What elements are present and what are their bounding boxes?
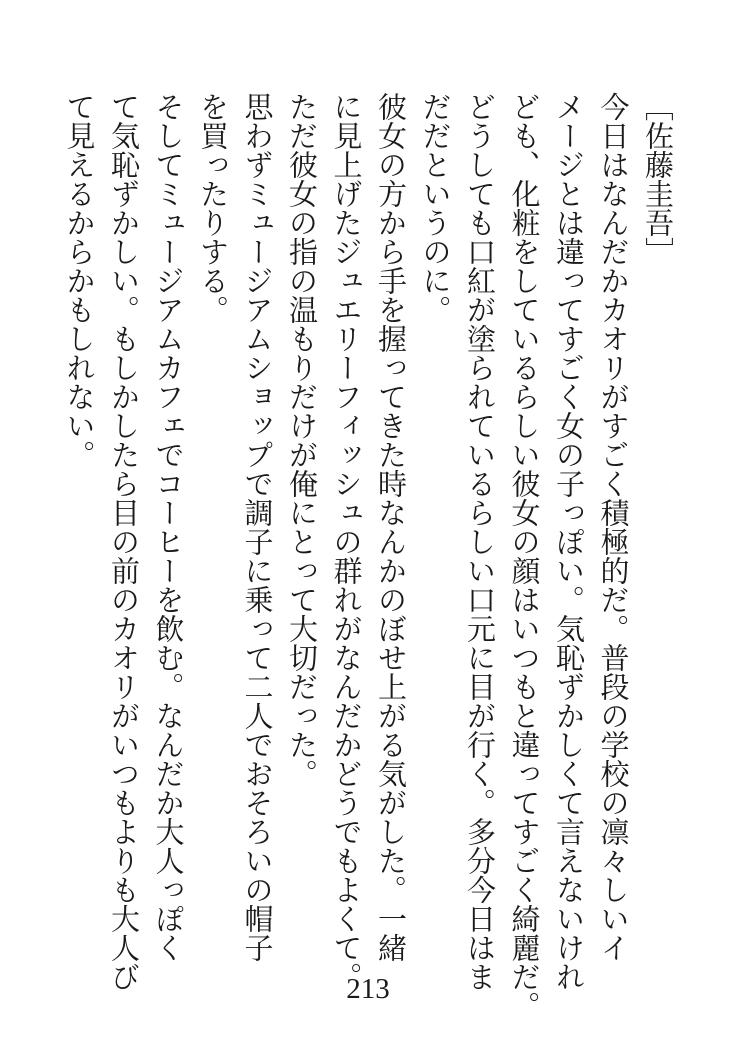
page-number: 213 <box>346 973 390 1005</box>
text-line: ただ彼女の指の温もりだけが俺にとって大切だった。 <box>285 92 319 788</box>
text-line: て見えるからかもしれない。 <box>62 92 97 469</box>
text-line: どうしても口紅が塗られているらしい口元に目が行く。多分今日はま <box>463 92 497 991</box>
text-line: だだというのに。 <box>418 92 453 324</box>
text-line: て気恥ずかしい。もしかしたら目の前のカオリがいつもよりも大人び <box>107 92 141 991</box>
text-line: メージとは違ってすごく女の子っぽい。気恥ずかしくて言えないけれ <box>552 92 586 991</box>
text-line: を買ったりする。 <box>196 92 230 324</box>
text-line: ども、化粧をしているらしい彼女の顔はいつもと違ってすごく綺麗だ。 <box>507 92 542 1020</box>
text-line: に見上げたジュエリーフィッシュの群れがなんだかどうでもよくて。 <box>329 92 364 991</box>
text-line: 彼女の方から手を握ってきた時なんかのぼせ上がる気がした。一緒 <box>374 92 408 962</box>
text-line: 今日はなんだかカオリがすごく積極的だ。普段の学校の凛々しいイ <box>596 92 631 962</box>
text-line: そしてミュージアムカフェでコーヒーを飲む。なんだか大人っぽく <box>151 92 186 962</box>
text-line: 思わずミュージアムショップで調子に乗って二人でおそろいの帽子 <box>240 92 275 962</box>
speaker-name: ［佐藤圭吾］ <box>641 92 675 266</box>
